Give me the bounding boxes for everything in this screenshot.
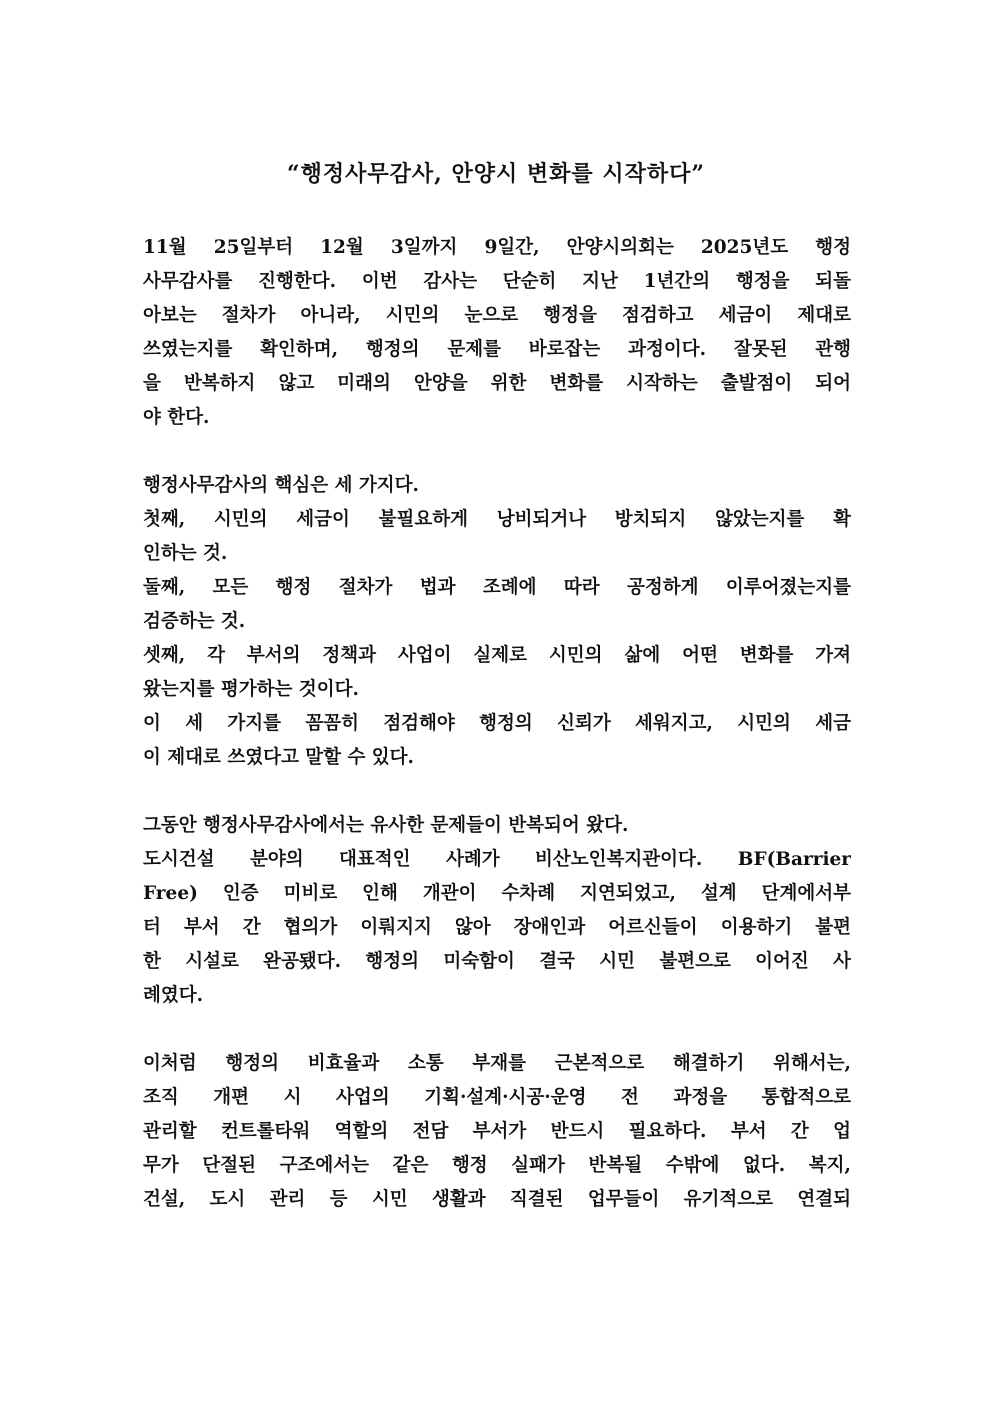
paragraph-line: 한 시설로 완공됐다. 행정의 미숙함이 결국 시민 불편으로 이어진 사 bbox=[143, 951, 851, 972]
paragraph-line: 관리할 컨트롤타워 역할의 전담 부서가 반드시 필요하다. 부서 간 업 bbox=[143, 1121, 851, 1142]
paragraph-line: 검증하는 것. bbox=[143, 611, 246, 632]
paragraph-gap bbox=[143, 775, 851, 809]
paragraph-line: 그동안 행정사무감사에서는 유사한 문제들이 반복되어 왔다. bbox=[143, 815, 629, 836]
paragraph-line: 건설, 도시 관리 등 시민 생활과 직결된 업무들이 유기적으로 연결되 bbox=[143, 1189, 851, 1210]
document-title: “행정사무감사, 안양시 변화를 시작하다” bbox=[287, 161, 705, 187]
paragraph-line: 왔는지를 평가하는 것이다. bbox=[143, 679, 359, 700]
paragraph-line: 사무감사를 진행한다. 이번 감사는 단순히 지난 1년간의 행정을 되돌 bbox=[143, 271, 851, 292]
paragraph-line: 둘째, 모든 행정 절차가 법과 조례에 따라 공정하게 이루어졌는지를 bbox=[143, 577, 851, 598]
paragraph-line: 이처럼 행정의 비효율과 소통 부재를 근본적으로 해결하기 위해서는, bbox=[143, 1053, 851, 1074]
paragraph-line: 이 세 가지를 꼼꼼히 점검해야 행정의 신뢰가 세워지고, 시민의 세금 bbox=[143, 713, 851, 734]
paragraph-line: 을 반복하지 않고 미래의 안양을 위한 변화를 시작하는 출발점이 되어 bbox=[143, 373, 851, 394]
paragraph-line: 쓰였는지를 확인하며, 행정의 문제를 바로잡는 과정이다. 잘못된 관행 bbox=[143, 339, 851, 360]
paragraph-gap bbox=[143, 1013, 851, 1047]
paragraph-line: 인하는 것. bbox=[143, 543, 228, 564]
paragraph-line: 야 한다. bbox=[143, 407, 210, 428]
paragraph-line: 도시건설 분야의 대표적인 사례가 비산노인복지관이다. BF(Barrier bbox=[143, 849, 851, 870]
paragraph-line: 조직 개편 시 사업의 기획·설계·시공·운영 전 과정을 통합적으로 bbox=[143, 1087, 851, 1108]
paragraph-line: 례였다. bbox=[143, 985, 204, 1006]
paragraph-line: 첫째, 시민의 세금이 불필요하게 낭비되거나 방치되지 않았는지를 확 bbox=[143, 509, 851, 530]
paragraph-line: 행정사무감사의 핵심은 세 가지다. bbox=[143, 475, 419, 496]
paragraph-line: Free) 인증 미비로 인해 개관이 수차례 지연되었고, 설계 단계에서부 bbox=[143, 883, 851, 904]
paragraph-line: 아보는 절차가 아니라, 시민의 눈으로 행정을 점검하고 세금이 제대로 bbox=[143, 305, 851, 326]
paragraph-line: 11월 25일부터 12월 3일까지 9일간, 안양시의회는 2025년도 행정 bbox=[143, 237, 851, 258]
paragraph-line: 무가 단절된 구조에서는 같은 행정 실패가 반복될 수밖에 없다. 복지, bbox=[143, 1155, 851, 1176]
paragraph-line: 이 제대로 쓰였다고 말할 수 있다. bbox=[143, 747, 414, 768]
paragraph-line: 터 부서 간 협의가 이뤄지지 않아 장애인과 어르신들이 이용하기 불편 bbox=[143, 917, 851, 938]
paragraph-line: 셋째, 각 부서의 정책과 사업이 실제로 시민의 삶에 어떤 변화를 가져 bbox=[143, 645, 851, 666]
paragraph-gap bbox=[143, 435, 851, 469]
document-body bbox=[143, 231, 851, 1217]
